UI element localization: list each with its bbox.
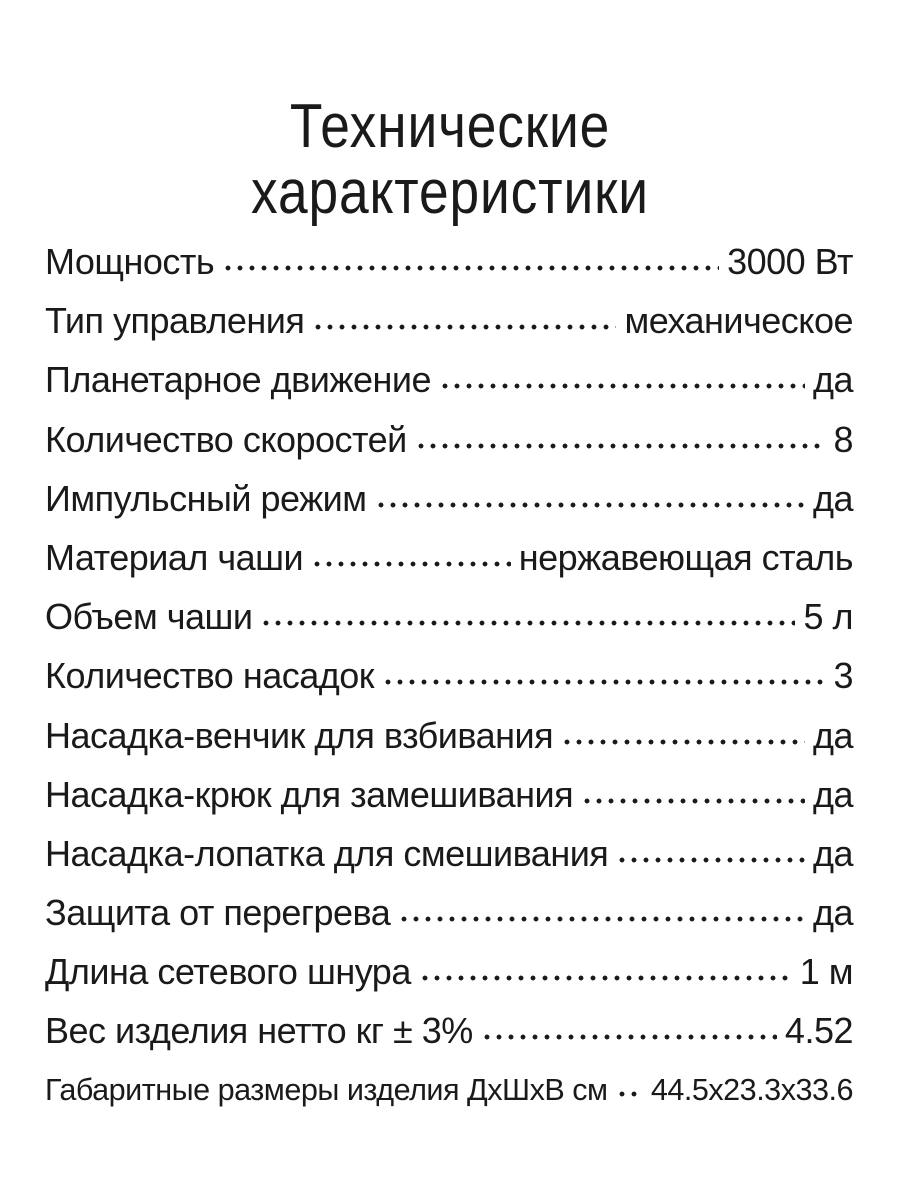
spec-label: Габаритные размеры изделия ДxШxВ см — [45, 1072, 608, 1107]
page-title-line-1: Технические — [289, 91, 611, 161]
dot-leader — [312, 322, 616, 332]
spec-value: да — [812, 832, 853, 874]
spec-row-power — [45, 232, 853, 291]
dot-leader — [616, 855, 805, 865]
spec-label: Тип управления — [45, 300, 305, 342]
dot-leader — [311, 559, 511, 569]
spec-row-overheat-protection — [45, 883, 853, 942]
spec-row-cord-length — [45, 942, 853, 1001]
spec-label: Материал чаши — [45, 536, 304, 578]
spec-label: Насадка-крюк для замешивания — [45, 773, 574, 815]
spec-row-speed-count — [45, 410, 853, 469]
page-title-line-2: характеристики — [251, 157, 649, 227]
spec-row-bowl-volume — [45, 587, 853, 646]
spec-row-attachment-count — [45, 646, 853, 705]
spec-value: нержавеющая сталь — [518, 536, 853, 578]
spec-value: 8 — [833, 418, 853, 460]
dot-leader — [616, 1089, 643, 1099]
dot-leader — [439, 381, 805, 391]
spec-row-control-type — [45, 291, 853, 350]
spec-label: Импульсный режим — [45, 477, 367, 519]
spec-value: 44.5x23.3x33.6 — [650, 1072, 853, 1107]
spec-label: Насадка-венчик для взбивания — [45, 714, 554, 756]
spec-label: Длина сетевого шнура — [45, 951, 411, 993]
spec-row-bowl-material — [45, 528, 853, 587]
spec-label: Объем чаши — [45, 596, 253, 638]
spec-label: Количество скоростей — [45, 418, 407, 460]
page-title — [63, 91, 837, 227]
dot-leader — [375, 500, 805, 510]
spec-value: 5 л — [803, 596, 853, 638]
spec-value: 1 м — [799, 951, 853, 993]
spec-row-dimensions — [45, 1061, 853, 1120]
spec-label: Количество насадок — [45, 655, 375, 697]
spec-value: механическое — [624, 300, 853, 342]
dot-leader — [222, 263, 719, 273]
spec-value: 4.52 — [784, 1010, 853, 1052]
spec-label: Планетарное движение — [45, 359, 432, 401]
dot-leader — [260, 618, 795, 628]
spec-label: Вес изделия нетто кг ± 3% — [45, 1010, 473, 1052]
specs-list — [45, 232, 853, 1120]
spec-row-pulse-mode — [45, 469, 853, 528]
spec-label: Насадка-лопатка для смешивания — [45, 832, 609, 874]
spec-row-net-weight — [45, 1001, 853, 1060]
spec-row-whisk — [45, 706, 853, 765]
spec-value: да — [812, 477, 853, 519]
spec-value: да — [812, 714, 853, 756]
spec-value: да — [812, 892, 853, 934]
spec-label: Мощность — [45, 241, 215, 282]
spec-row-dough-hook — [45, 765, 853, 824]
spec-row-planetary-motion — [45, 350, 853, 409]
dot-leader — [581, 796, 805, 806]
spec-value: да — [812, 359, 853, 401]
dot-leader — [561, 737, 805, 747]
spec-value: 3000 Вт — [727, 241, 853, 282]
spec-row-mixing-paddle — [45, 824, 853, 883]
spec-value: да — [812, 773, 853, 815]
dot-leader — [382, 677, 825, 687]
dot-leader — [419, 973, 792, 983]
dot-leader — [415, 441, 826, 451]
dot-leader — [481, 1032, 777, 1042]
spec-value: 3 — [833, 655, 853, 697]
dot-leader — [398, 914, 805, 924]
spec-label: Защита от перегрева — [45, 892, 391, 934]
